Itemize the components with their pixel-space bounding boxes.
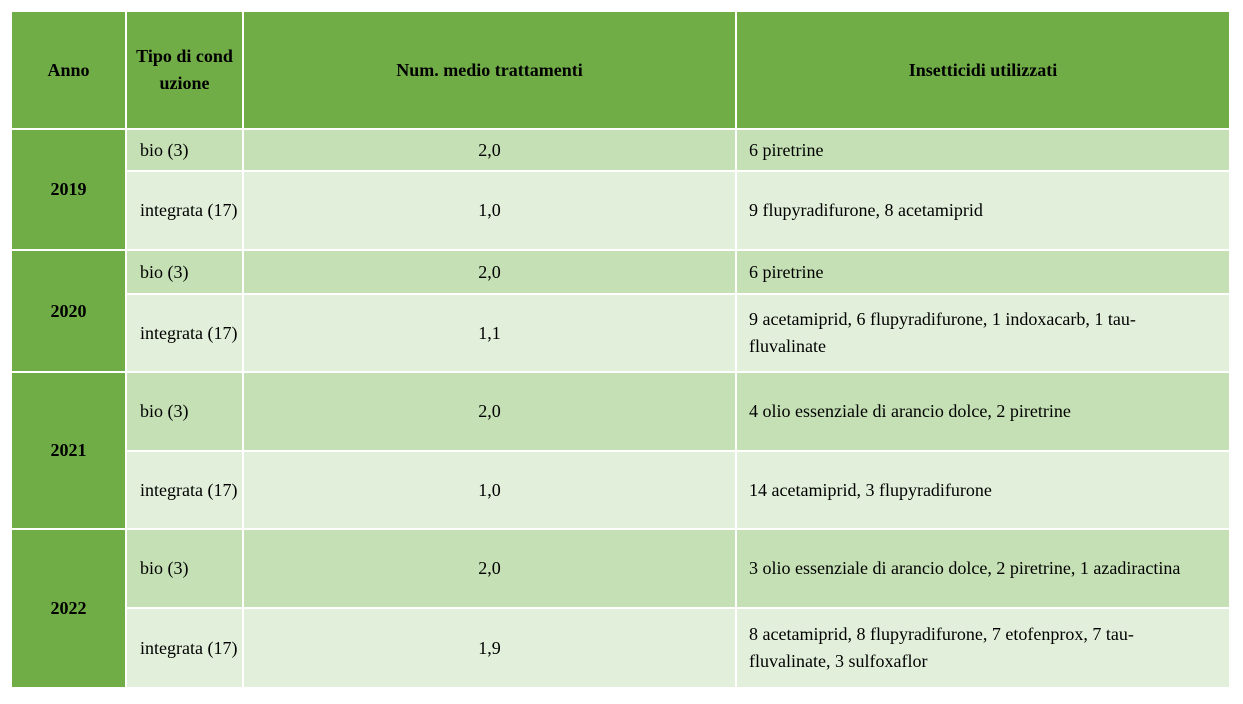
insetticidi-cell: 9 flupyradifurone, 8 acetamiprid: [737, 172, 1231, 251]
num-cell: 1,0: [244, 452, 737, 530]
year-cell: 2020: [12, 251, 127, 373]
num-cell: 2,0: [244, 251, 737, 295]
num-cell: 1,9: [244, 609, 737, 689]
insetticidi-cell: 4 olio essenziale di arancio dolce, 2 piretrine: [737, 373, 1231, 452]
header-anno: Anno: [12, 12, 127, 130]
insetticidi-cell: 9 acetamiprid, 6 flupyradifurone, 1 indoxacarb, 1 tau-fluvalinate: [737, 295, 1231, 373]
year-cell: 2021: [12, 373, 127, 530]
insetticidi-cell: 6 piretrine: [737, 251, 1231, 295]
insetticidi-cell: 3 olio essenziale di arancio dolce, 2 piretrine, 1 azadiractina: [737, 530, 1231, 609]
header-num: Num. medio trattamenti: [244, 12, 737, 130]
num-cell: 2,0: [244, 130, 737, 172]
header-tipo: Tipo di conduzione: [127, 12, 244, 130]
tipo-cell: bio (3): [127, 530, 244, 609]
tipo-cell: bio (3): [127, 373, 244, 452]
year-cell: 2019: [12, 130, 127, 251]
num-cell: 1,1: [244, 295, 737, 373]
header-insetticidi: Insetticidi utilizzati: [737, 12, 1231, 130]
insecticide-table: [12, 12, 1231, 692]
tipo-cell: integrata (17): [127, 452, 244, 530]
insetticidi-cell: 8 acetamiprid, 8 flupyradifurone, 7 etofenprox, 7 tau-fluvalinate, 3 sulfoxaflor: [737, 609, 1231, 689]
insetticidi-cell: 6 piretrine: [737, 130, 1231, 172]
tipo-cell: integrata (17): [127, 172, 244, 251]
num-cell: 2,0: [244, 373, 737, 452]
num-cell: 2,0: [244, 530, 737, 609]
year-cell: 2022: [12, 530, 127, 689]
num-cell: 1,0: [244, 172, 737, 251]
tipo-cell: bio (3): [127, 251, 244, 295]
tipo-cell: integrata (17): [127, 609, 244, 689]
tipo-cell: integrata (17): [127, 295, 244, 373]
tipo-cell: bio (3): [127, 130, 244, 172]
insetticidi-cell: 14 acetamiprid, 3 flupyradifurone: [737, 452, 1231, 530]
